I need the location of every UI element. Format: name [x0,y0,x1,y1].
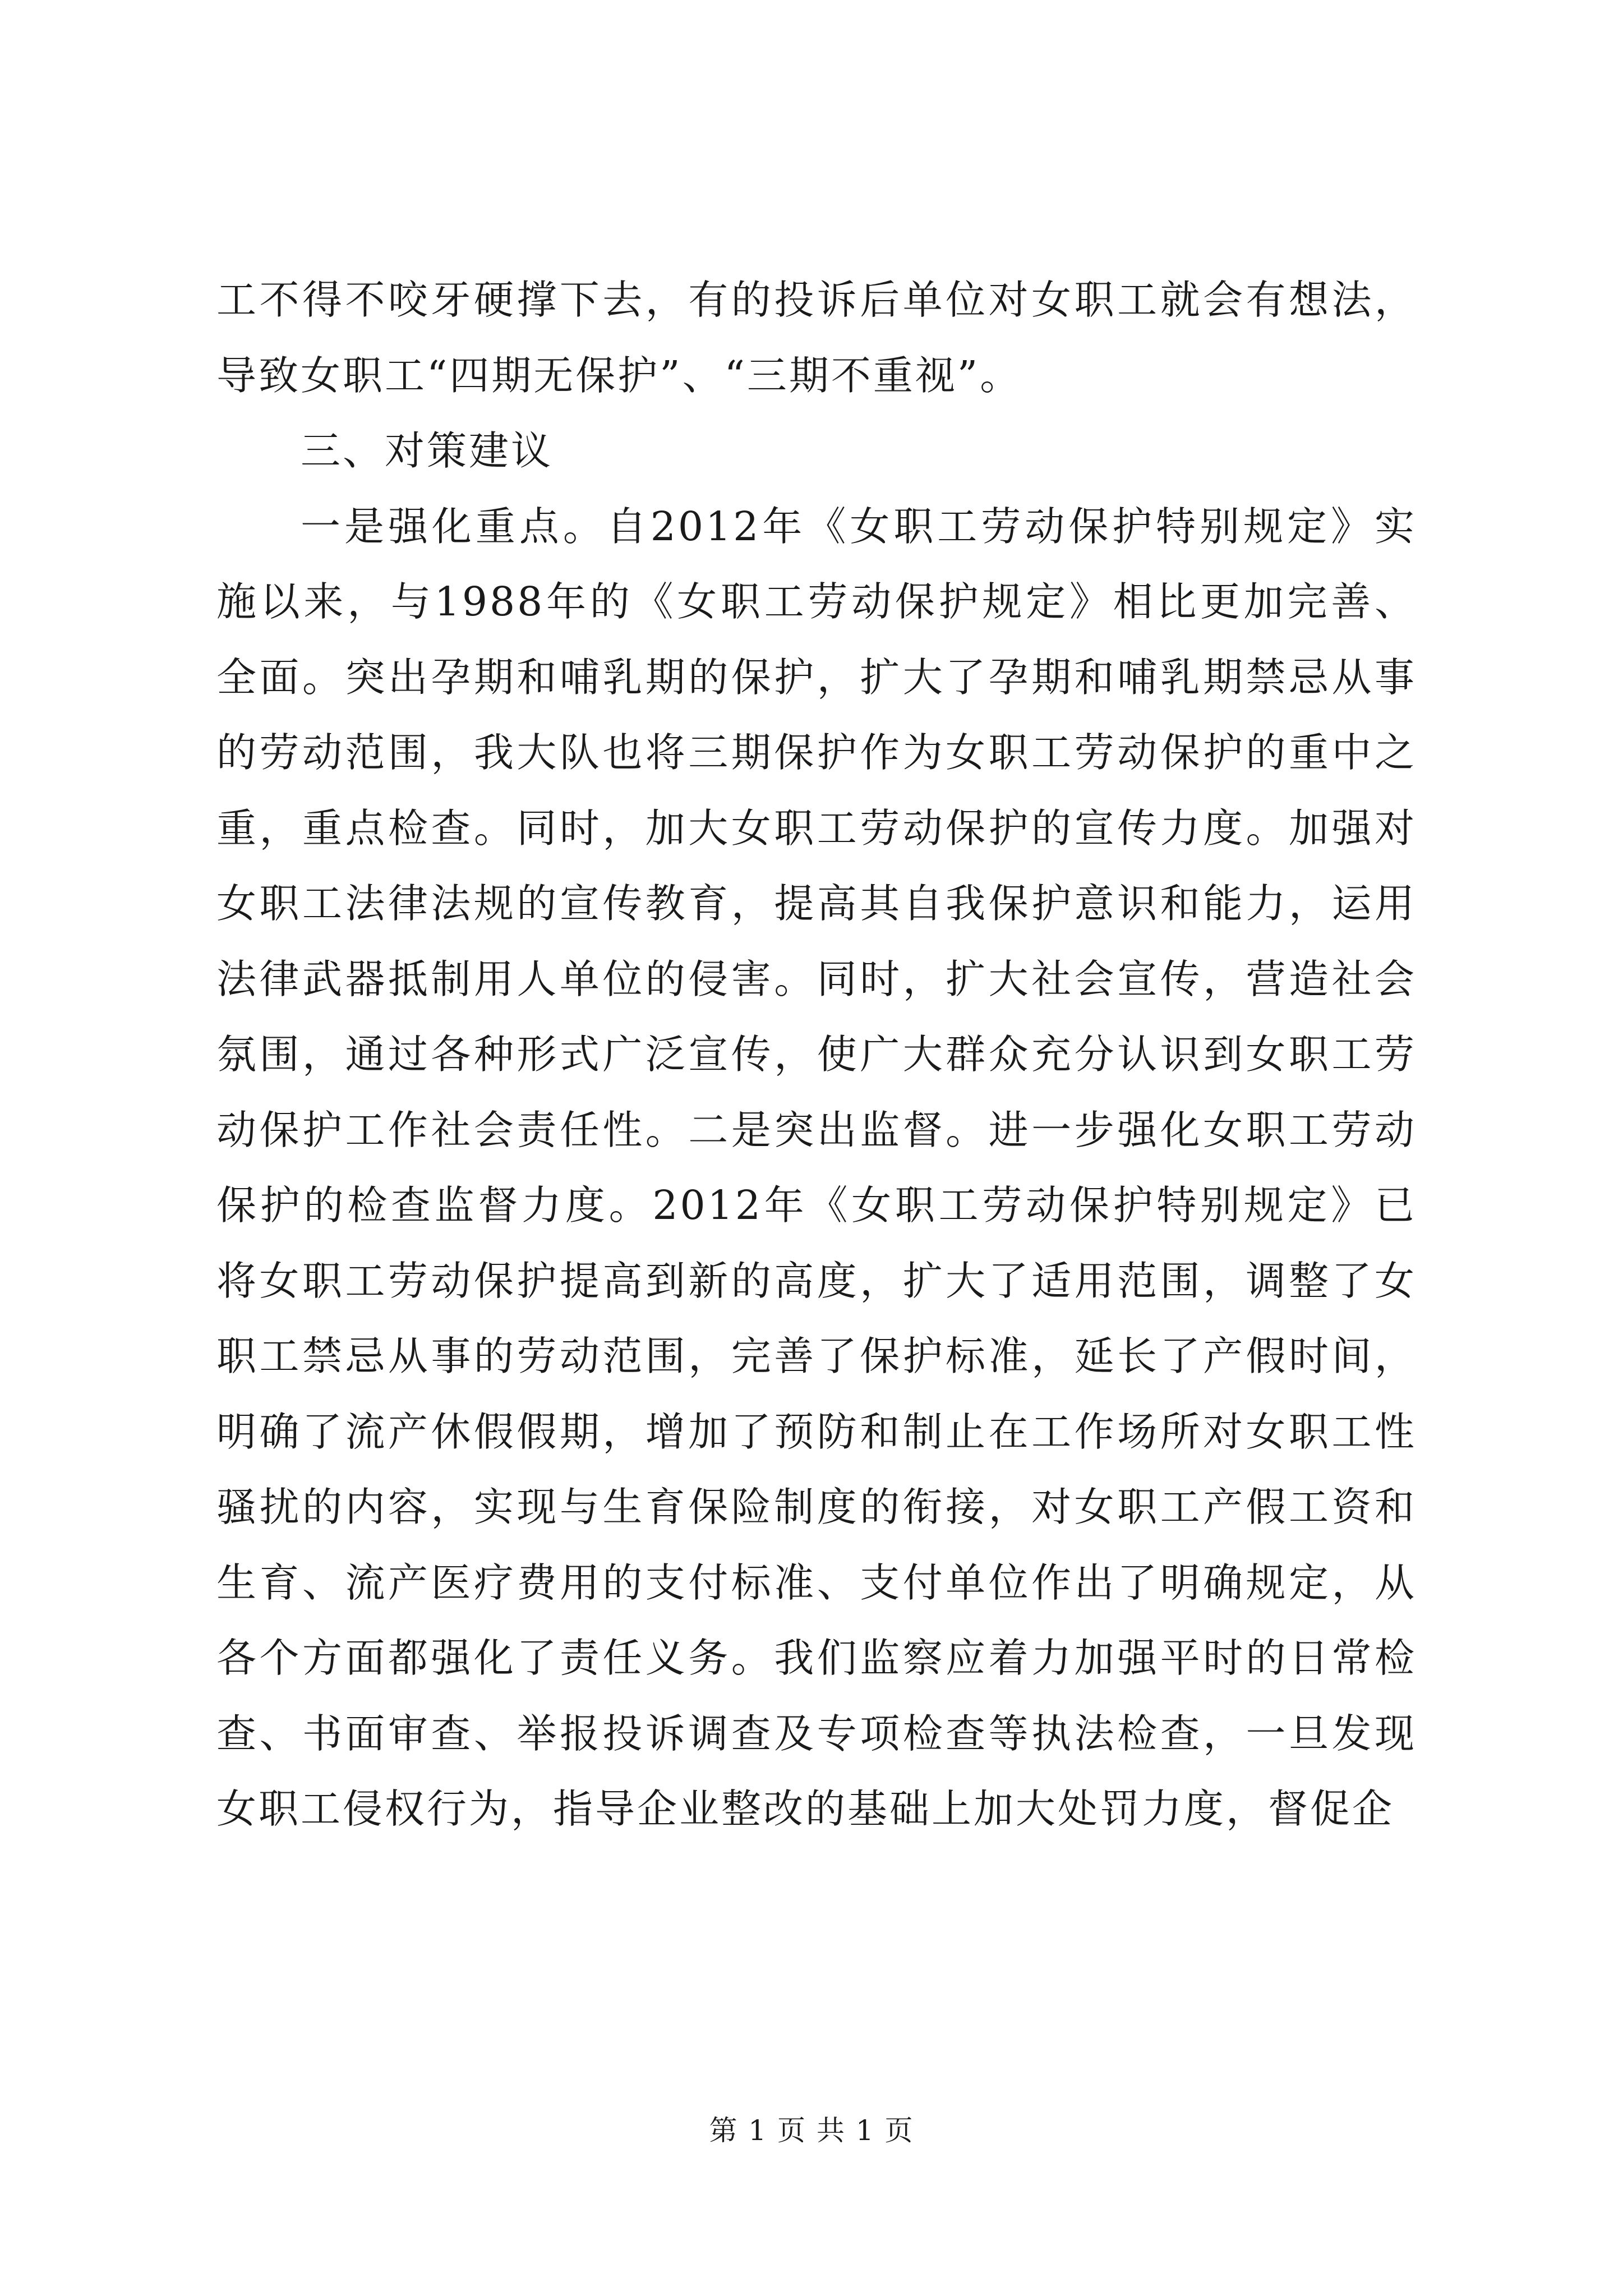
page-footer: 第 1 页 共 1 页 [709,2114,914,2147]
section-heading: 三、对策建议 [301,427,554,474]
paragraph-countermeasures: 一是强化重点。自2012年《女职工劳动保护特别规定》实施以来，与1988年的《女职工劳动保护规定》相比更加完善、全面。突出孕期和哺乳期的保护，扩大了孕期和哺乳期禁忌从事的劳动范围，我大队也将三期保护作为女职工劳动保护的重中之重，重点检查。同时，加大女职工劳动保护的宣传力度。加强对女职工法律法规的宣传教育，提高其自我保护意识和能力，运用法律武器抵制用人单位的侵害。同时，扩大社会宣传，营造社会氛围，通过各种形式广泛宣传，使广大群众充分认识到女职工劳动保护工作社会责任性。二是突出监督。进一步强化女职工劳动保护的检查监督力度。2012年《女职工劳动保护特别规定》已将女职工劳动保护提高到新的高度，扩大了适用范围，调整了女职工禁忌从事的劳动范围，完善了保护标准，延长了产假时间，明确了流产休假假期，增加了预防和制止在工作场所对女职工性骚扰的内容，实现与生育保险制度的衔接，对女职工产假工资和生育、流产医疗费用的支付标准、支付单位作出了明确规定，从各个方面都强化了责任义务。我们监察应着力加强平时的日常检查、书面审查、举报投诉调查及专项检查等执法检查，一旦发现女职工侵权行为，指导企业整改的基础上加大处罚力度，督促企 [216,503,1417,1832]
document-body [216,263,1417,1847]
paragraph-continuation: 工不得不咬牙硬撑下去，有的投诉后单位对女职工就会有想法，导致女职工“四期无保护”、“三期不重视”。 [216,277,1417,399]
